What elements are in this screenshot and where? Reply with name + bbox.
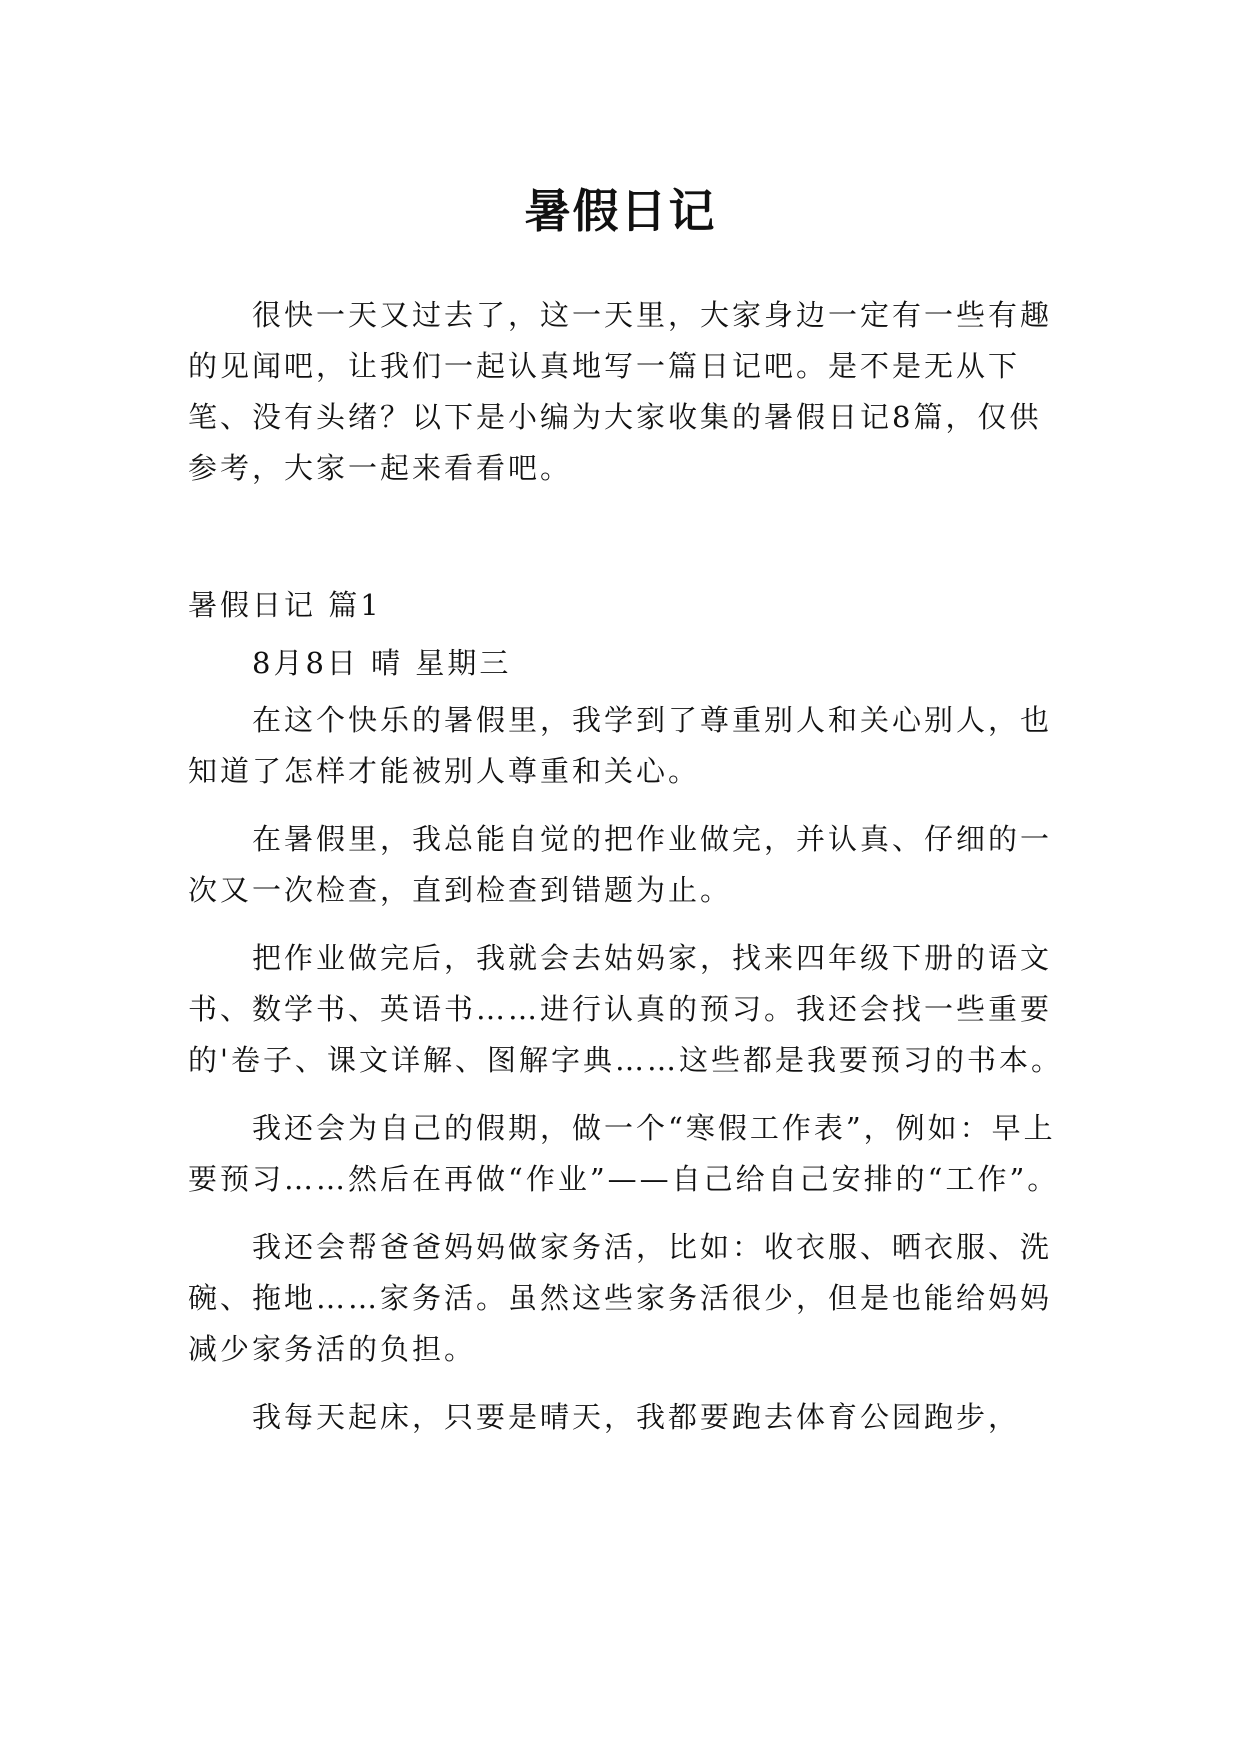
entry-paragraph: 在暑假里，我总能自觉的把作业做完，并认真、仔细的一次又一次检查，直到检查到错题为止。 [188,822,1053,907]
entry-paragraph: 把作业做完后，我就会去姑妈家，找来四年级下册的语文书、数学书、英语书……进行认真的预习。我还会找一些重要的'卷子、课文详解、图解字典……这些都是我要预习的书本。 [188,941,1063,1077]
entry-date-line: 8月8日 晴 星期三 [252,646,512,680]
intro-paragraph: 很快一天又过去了，这一天里，大家身边一定有一些有趣的见闻吧，让我们一起认真地写一篇日记吧。是不是无从下笔、没有头绪？以下是小编为大家收集的暑假日记8篇，仅供参考，大家一起来看看吧。 [188,298,1053,485]
entry-paragraph: 我还会为自己的假期，做一个“寒假工作表”，例如：早上要预习……然后在再做“作业”——自己给自己安排的“工作”。 [188,1111,1060,1196]
entry-paragraph: 我还会帮爸爸妈妈做家务活，比如：收衣服、晒衣服、洗碗、拖地……家务活。虽然这些家务活很少，但是也能给妈妈减少家务活的负担。 [188,1230,1053,1366]
entry-paragraph: 在这个快乐的暑假里，我学到了尊重别人和关心别人，也知道了怎样才能被别人尊重和关心。 [188,703,1053,788]
entry-paragraph: 我每天起床，只要是晴天，我都要跑去体育公园跑步， [252,1400,1021,1434]
entry-heading: 暑假日记 篇1 [188,588,382,622]
page-title: 暑假日记 [524,183,717,238]
diary-entry [188,580,1068,1460]
intro-block [188,290,1068,494]
